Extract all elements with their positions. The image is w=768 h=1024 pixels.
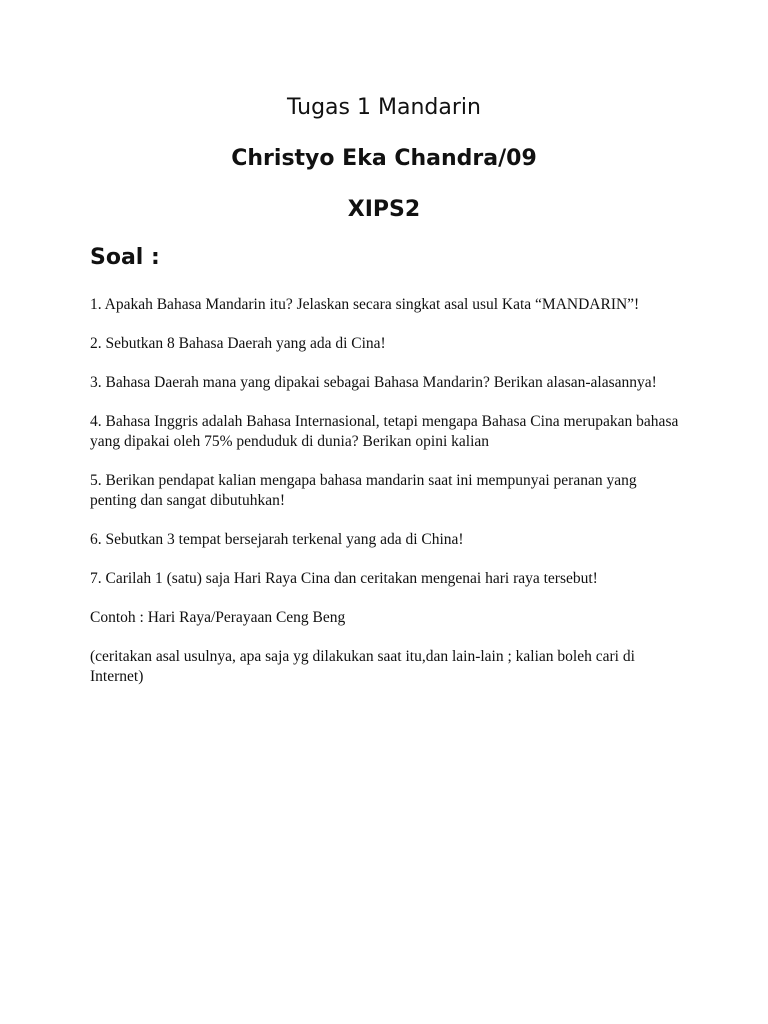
- example-line: Contoh : Hari Raya/Perayaan Ceng Beng: [90, 609, 346, 626]
- question-1: 1. Apakah Bahasa Mandarin itu? Jelaskan secara singkat asal usul Kata “MANDARIN”!: [90, 296, 640, 313]
- instruction-note: (ceritakan asal usulnya, apa saja yg dilakukan saat itu,dan lain-lain ; kalian boleh cari di Internet): [90, 648, 635, 685]
- question-3: 3. Bahasa Daerah mana yang dipakai sebagai Bahasa Mandarin? Berikan alasan-alasannya!: [90, 374, 657, 391]
- question-6: 6. Sebutkan 3 tempat bersejarah terkenal yang ada di China!: [90, 531, 464, 548]
- question-2: 2. Sebutkan 8 Bahasa Daerah yang ada di Cina!: [90, 335, 386, 352]
- question-7: 7. Carilah 1 (satu) saja Hari Raya Cina dan ceritakan mengenai hari raya tersebut!: [90, 570, 598, 587]
- student-name: Christyo Eka Chandra/09: [231, 146, 537, 171]
- section-heading-soal: Soal :: [90, 245, 160, 270]
- question-5: 5. Berikan pendapat kalian mengapa bahasa mandarin saat ini mempunyai peranan yang penting dan sangat dibutuhkan!: [90, 472, 637, 509]
- document-title: Tugas 1 Mandarin: [287, 95, 481, 120]
- question-list: [90, 295, 680, 706]
- question-4: 4. Bahasa Inggris adalah Bahasa Internasional, tetapi mengapa Bahasa Cina merupakan bahasa yang dipakai oleh 75% penduduk di dunia? Berikan opini kalian: [90, 413, 679, 450]
- class-name: XIPS2: [347, 197, 421, 222]
